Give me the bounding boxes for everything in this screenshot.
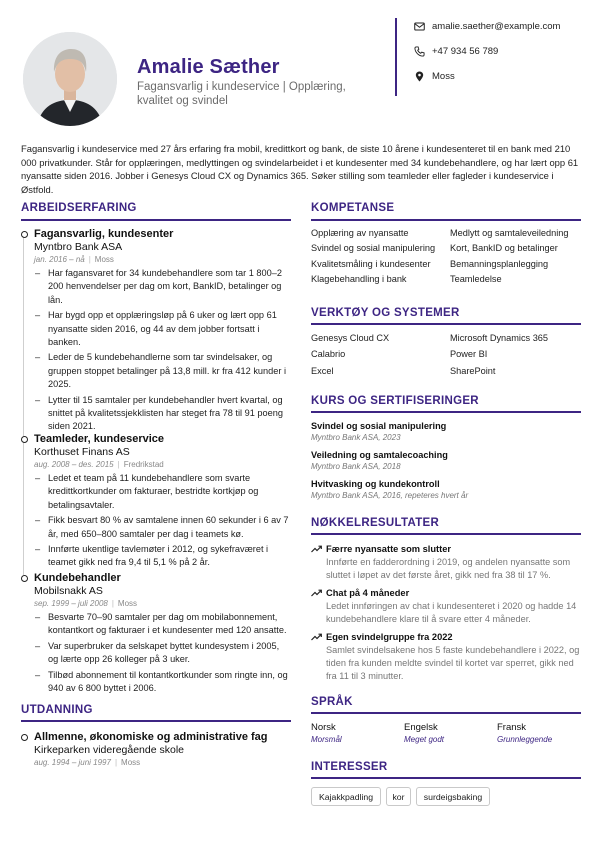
cert-name: Hvitvasking og kundekontroll bbox=[311, 479, 440, 489]
skill-item: Klagebehandling i bank bbox=[311, 273, 407, 284]
section-title-interests: INTERESSER bbox=[311, 761, 388, 773]
job-bullets bbox=[34, 267, 291, 434]
section-title-tools: VERKTØY OG SYSTEMER bbox=[311, 307, 460, 319]
education-location: Moss bbox=[121, 758, 141, 767]
education-dates: aug. 1994 – juni 1997 bbox=[34, 758, 111, 767]
skill-item: Medlytt og samtaleveiledning bbox=[450, 228, 569, 238]
interest-tag: kor bbox=[386, 787, 411, 806]
job-dates: sep. 1999 – juli 2008 bbox=[34, 599, 108, 608]
location-text: Moss bbox=[432, 71, 455, 82]
cert-name: Svindel og sosial manipulering bbox=[311, 421, 447, 431]
job-entry bbox=[21, 572, 291, 697]
timeline-dot bbox=[21, 734, 28, 741]
job-title: Kundebehandler bbox=[34, 572, 121, 584]
trending-up-icon bbox=[311, 545, 322, 553]
job-bullets bbox=[34, 472, 291, 570]
result-item bbox=[311, 632, 581, 684]
headline: Fagansvarlig i kundeservice | Opplæring, kvalitet og svindel bbox=[137, 81, 346, 107]
job-company: Korthuset Finans AS bbox=[34, 446, 130, 458]
job-bullet: – Fikk besvart 80 % av samtalene innen 60 sekunder i 6 av 7 år, med 650–800 samtaler per dag i teamets kø. bbox=[34, 514, 291, 541]
section-title-certs: KURS OG SERTIFISERINGER bbox=[311, 395, 479, 407]
summary: Fagansvarlig i kundeservice med 27 års erfaring fra mobil, kredittkort og bank, de siste 10 årene i kundesenteret til en bank med 210 000 privatkunder. Står for opplæringen, medlyttingen og svindelarbeidet i et kundesenter med 34 kundebehandlere, og har lært opp 61 nyansatte siden 2016. Jobber i Genesys Cloud CX og Dynamics 365. Søker stilling som teamleder eller fagleder i kundeservice i Østfold. bbox=[21, 143, 579, 195]
section-rule bbox=[311, 712, 581, 714]
job-meta: aug. 2008 – des. 2015 | Fredrikstad bbox=[34, 460, 164, 469]
job-title: Fagansvarlig, kundesenter bbox=[34, 228, 174, 240]
section-title-languages: SPRÅK bbox=[311, 696, 353, 708]
cert-meta: Myntbro Bank ASA, 2023 bbox=[311, 433, 401, 442]
phone-text: +47 934 56 789 bbox=[432, 46, 499, 57]
job-bullet: – Tilbød abonnement til kontantkortkunder som ringte inn, og 940 av 6 800 byttet i 2006. bbox=[34, 669, 291, 696]
section-rule bbox=[311, 219, 581, 221]
tool-item: Genesys Cloud CX bbox=[311, 333, 390, 343]
job-company: Mobilsnakk AS bbox=[34, 585, 103, 597]
envelope-icon bbox=[414, 21, 425, 32]
skill-item: Kvalitetsmåling i kundesenter bbox=[311, 258, 431, 269]
job-bullet: – Har fagansvaret for 34 kundebehandlere som tar 1 800–2 200 henvendelser per dag om kort, BankID, betalinger og lån. bbox=[34, 267, 291, 307]
tool-item: SharePoint bbox=[450, 365, 496, 376]
section-title-results: NØKKELRESULTATER bbox=[311, 517, 440, 529]
job-bullet: – Lytter til 15 samtaler per kundebehandler hvert kvartal, og snittet på kvalitetssjekklisten har steget fra 78 til 91 poeng siden 2021. bbox=[34, 394, 291, 434]
job-entry bbox=[21, 433, 291, 572]
degree-title: Allmenne, økonomiske og administrative fag bbox=[34, 731, 268, 743]
cert-meta: Myntbro Bank ASA, 2016, repeteres hvert år bbox=[311, 491, 469, 500]
cert-item bbox=[311, 450, 448, 471]
skill-item: Svindel og sosial manipulering bbox=[311, 243, 436, 254]
job-location: Moss bbox=[117, 599, 138, 608]
job-bullet: – Besvarte 70–90 samtaler per dag om mobilabonnement, kontantkort og fakturaer i et kundesenter med 120 ansatte. bbox=[34, 611, 291, 638]
section-title-experience: ARBEIDSERFARING bbox=[21, 202, 137, 214]
section-rule bbox=[311, 411, 581, 413]
section-title-skills: KOMPETANSE bbox=[311, 202, 395, 214]
education-meta: aug. 1994 – juni 1997 | Moss bbox=[34, 758, 141, 767]
email-text: amalie.saether@example.com bbox=[432, 21, 561, 32]
tool-item: Calabrio bbox=[311, 349, 346, 360]
job-location: Moss bbox=[94, 255, 114, 264]
language-level: Morsmål bbox=[311, 735, 342, 744]
job-bullet: – Innførte ukentlige tavlemøter i 2012, og sykefraværet i teamet gikk ned fra 9,4 til 5,1 % på 2 år. bbox=[34, 543, 291, 570]
cert-meta: Myntbro Bank ASA, 2018 bbox=[311, 462, 401, 471]
section-rule bbox=[21, 720, 291, 722]
result-desc: Ledet innføringen av chat i kundesenteret i 2020 og hadde 14 kundebehandlere klare til å svare etter 4 måneder. bbox=[326, 601, 577, 625]
cert-item bbox=[311, 479, 468, 500]
tool-item: Microsoft Dynamics 365 bbox=[450, 333, 549, 343]
section-rule bbox=[311, 777, 581, 779]
section-rule bbox=[311, 533, 581, 535]
section-title-education: UTDANNING bbox=[21, 704, 93, 716]
header-divider bbox=[395, 18, 397, 96]
avatar bbox=[23, 32, 117, 126]
candidate-name: Amalie Sæther bbox=[137, 56, 280, 78]
section-rule bbox=[311, 323, 581, 325]
job-dates: jan. 2016 – nå bbox=[34, 255, 85, 264]
job-title: Teamleder, kundeservice bbox=[34, 433, 165, 445]
timeline-dot bbox=[21, 231, 28, 238]
result-item bbox=[311, 588, 581, 626]
job-dates: aug. 2008 – des. 2015 bbox=[34, 460, 114, 469]
language-item bbox=[404, 722, 444, 744]
skills-grid bbox=[311, 228, 581, 284]
job-meta: jan. 2016 – nå | Moss bbox=[34, 255, 114, 264]
result-title: Egen svindelgruppe fra 2022 bbox=[326, 632, 453, 642]
skill-item: Bemanningsplanlegging bbox=[450, 258, 549, 269]
cert-name: Veiledning og samtalecoaching bbox=[311, 450, 448, 460]
job-bullets bbox=[34, 611, 291, 695]
result-desc: Innførte en fadderordning i 2019, og andelen nyansatte som sluttet i løpet av det første året, gikk ned fra 38 til 17 %. bbox=[326, 557, 571, 581]
language-name: Norsk bbox=[311, 722, 336, 733]
education-entry bbox=[21, 731, 291, 767]
timeline-dot bbox=[21, 575, 28, 582]
job-entry bbox=[21, 228, 291, 436]
tool-item: Power BI bbox=[450, 349, 488, 360]
contact-location bbox=[414, 71, 455, 82]
language-item bbox=[497, 722, 552, 744]
tools-grid bbox=[311, 333, 581, 376]
cert-item bbox=[311, 421, 446, 442]
result-item bbox=[311, 544, 581, 582]
trending-up-icon bbox=[311, 589, 322, 597]
contact-phone[interactable] bbox=[414, 46, 498, 57]
interest-tag: Kajakkpadling bbox=[311, 787, 381, 806]
section-rule bbox=[21, 219, 291, 221]
school-name: Kirkeparken videregående skole bbox=[34, 744, 185, 756]
job-bullet: – Har bygd opp et opplæringsløp på 6 uker og lært opp 61 nyansatte siden 2016, og 44 av dem jobber fortsatt i banken. bbox=[34, 309, 291, 349]
job-company: Myntbro Bank ASA bbox=[34, 241, 123, 253]
result-desc: Samlet svindelsakene hos 5 faste kundebehandlere i 2022, og tiden fra kunden meldte svindel til kortet var sperret, gikk ned fra 11 til 3 minutter. bbox=[326, 645, 580, 682]
interest-tag: surdeigsbaking bbox=[416, 787, 490, 806]
language-level: Meget godt bbox=[404, 735, 445, 744]
skill-item: Kort, BankID og betalinger bbox=[450, 243, 558, 254]
skill-item: Opplæring av nyansatte bbox=[311, 228, 409, 238]
language-item bbox=[311, 722, 342, 744]
job-bullet: – Var superbruker da selskapet byttet kundesystem i 2005, og lærte opp 26 kolleger på 3 uker. bbox=[34, 640, 291, 667]
job-meta: sep. 1999 – juli 2008 | Moss bbox=[34, 599, 138, 608]
job-bullet: – Leder de 5 kundebehandlerne som tar svindelsaker, og gruppen stoppet betalinger på 13,8 mill. kr fra 412 kunder i 2025. bbox=[34, 351, 291, 391]
skill-item: Teamledelse bbox=[450, 273, 502, 284]
trending-up-icon bbox=[311, 633, 322, 641]
map-pin-icon bbox=[414, 71, 425, 82]
job-location: Fredrikstad bbox=[123, 460, 164, 469]
job-bullet: – Ledet et team på 11 kundebehandlere som svarte kredittkortkunder om fakturaer, bestridte kortkjøp og betalingsavtaler. bbox=[34, 472, 291, 512]
timeline-dot bbox=[21, 436, 28, 443]
tool-item: Excel bbox=[311, 365, 334, 376]
language-name: Engelsk bbox=[404, 722, 438, 733]
phone-icon bbox=[414, 46, 425, 57]
language-level: Grunnleggende bbox=[497, 735, 553, 744]
result-title: Chat på 4 måneder bbox=[326, 588, 410, 598]
contact-email[interactable] bbox=[414, 21, 560, 32]
language-name: Fransk bbox=[497, 722, 527, 733]
result-title: Færre nyansatte som slutter bbox=[326, 544, 452, 554]
profile-photo bbox=[23, 32, 117, 126]
